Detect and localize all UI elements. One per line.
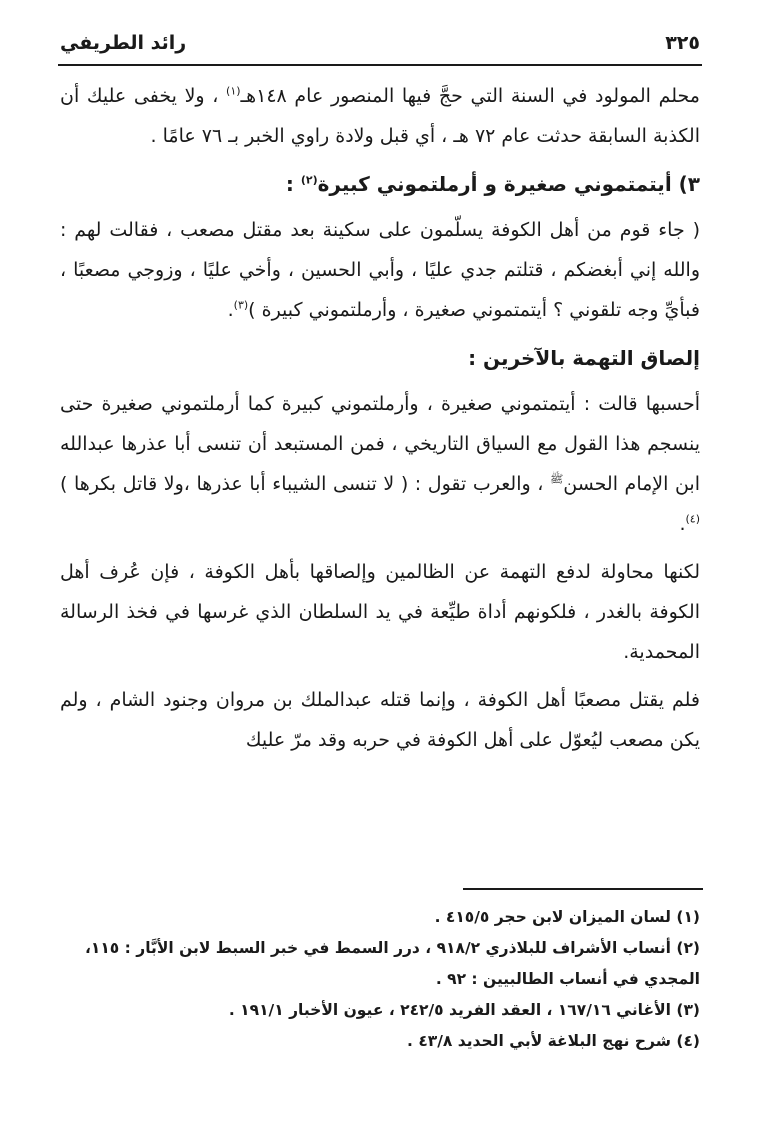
paragraph-2-continuation: ، والعرب تقول : ( لا تنسى الشيباء أبا عذرها ،ولا قاتل بكرها ) xyxy=(60,473,550,495)
page-header xyxy=(60,26,700,60)
page-number: ٣٢٥ xyxy=(665,32,700,54)
quote-end: . xyxy=(227,299,234,321)
footnotes xyxy=(60,902,700,1057)
main-text xyxy=(60,76,700,768)
footnote-3: (٣) الأغاني ١٦٧/١٦ ، العقد الفريد ٢٤٢/٥ ، عيون الأخبار ١٩١/١ . xyxy=(228,1001,700,1019)
paragraph-2-end: . xyxy=(679,513,686,535)
heading-colon: : xyxy=(285,172,301,196)
footnote-ref-3: (٣) xyxy=(233,298,249,312)
quote-paragraph xyxy=(60,210,700,330)
section-heading-3-text: ٣) أيتمتموني صغيرة و أرملتموني كبيرة xyxy=(317,172,700,196)
footnote-4: (٤) شرح نهج البلاغة لأبي الحديد ٤٣/٨ . xyxy=(407,1032,700,1050)
footnote-2: (٢) أنساب الأشراف للبلاذري ٩١٨/٢ ، درر السمط في خبر السبط لابن الأبَّار : ١١٥، المجدي في أنساب الطالبيين : ٩٢ . xyxy=(85,939,700,988)
footnote-ref-1: (١) xyxy=(226,84,241,98)
section-heading-accusation-text: إلصاق التهمة بالآخرين : xyxy=(468,346,700,370)
footnote-ref-2: (٢) xyxy=(300,173,318,187)
paragraph-4 xyxy=(60,680,700,760)
footnote-divider xyxy=(463,888,703,890)
paragraph-4-text: فلم يقتل مصعبًا أهل الكوفة ، وإنما قتله عبدالملك بن مروان وجنود الشام ، ولم يكن مصعب ليُعوّل على أهل الكوفة في حربه وقد مرّ عليك xyxy=(60,689,700,751)
honorific-symbol: ﷺ xyxy=(549,472,564,486)
paragraph-1-continuation: ، ولا يخفى عليك أن الكذبة السابقة حدثت عام ٧٢ هـ ، أي قبل ولادة راوي الخبر بـ ٧٦ عامًا . xyxy=(60,85,700,147)
paragraph-1 xyxy=(60,76,700,156)
section-heading-accusation xyxy=(60,338,700,378)
section-heading-3 xyxy=(60,164,700,204)
quote-text: ( جاء قوم من أهل الكوفة يسلّمون على سكينة بعد مقتل مصعب ، فقالت لهم : والله إني أبغضكم ، قتلتم جدي عليًا ، وأبي الحسين ، وأخي عليًا ، وزوجي مصعبًا ، فبأيِّ وجه تلقوني ؟ أيتمتموني صغيرة ، وأرملتموني كبيرة ) xyxy=(60,219,700,321)
paragraph-3 xyxy=(60,552,700,672)
paragraph-2-text: أحسبها قالت : أيتمتموني صغيرة ، وأرملتموني كبيرة كما أرملتموني صغيرة حتى ينسجم هذا القول مع السياق التاريخي ، فمن المستبعد أن تنسى أبا عذرها عبدالله ابن الإمام الحسن xyxy=(60,393,700,495)
header-divider xyxy=(58,64,702,66)
paragraph-2 xyxy=(60,384,700,544)
paragraph-3-text: لكنها محاولة لدفع التهمة عن الظالمين وإلصاقها بأهل الكوفة ، فإن عُرف أهل الكوفة بالغدر ، فلكونهم أداة طيِّعة في يد السلطان الذي غرسها في فخذ الرسالة المحمدية. xyxy=(60,561,700,663)
running-title: رائد الطريفي xyxy=(60,32,187,54)
footnote-ref-4: (٤) xyxy=(685,512,700,526)
paragraph-1-text: محلم المولود في السنة التي حجَّ فيها المنصور عام ١٤٨هـ xyxy=(240,85,700,107)
footnote-1: (١) لسان الميزان لابن حجر ٤١٥/٥ . xyxy=(434,908,700,926)
